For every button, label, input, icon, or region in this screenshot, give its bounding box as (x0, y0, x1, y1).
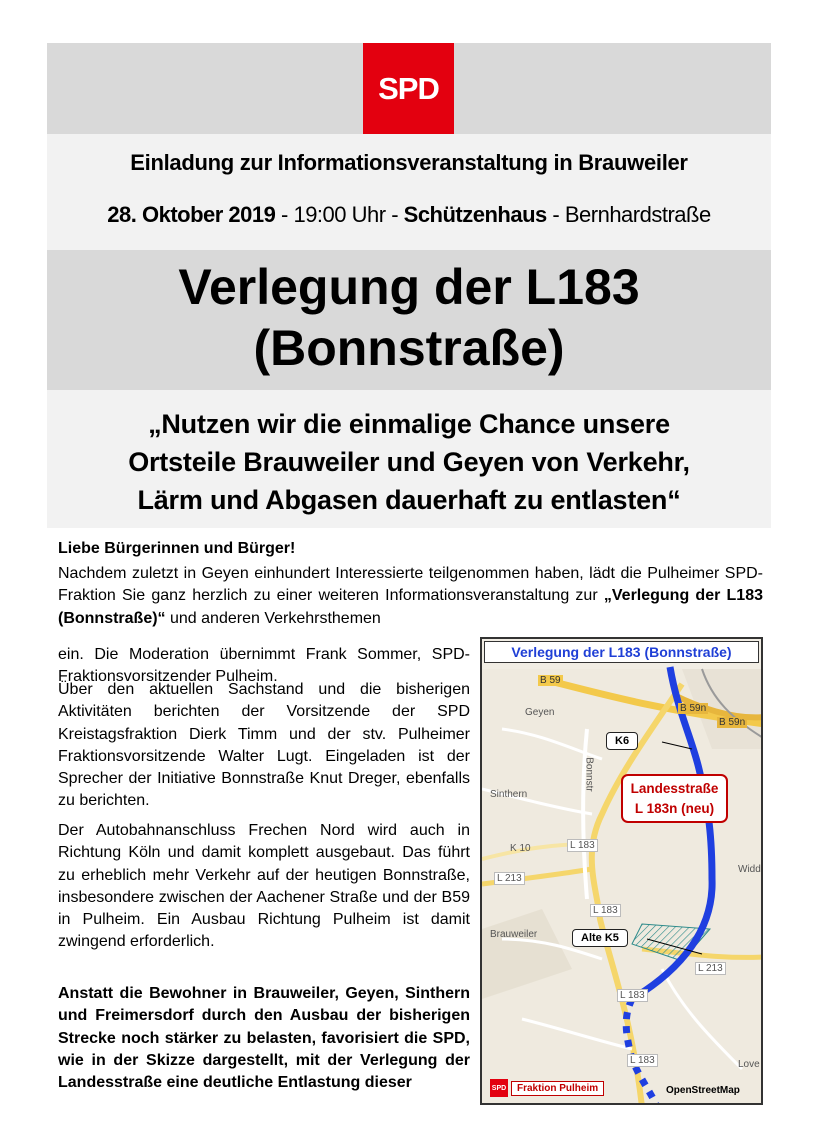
spd-logo: SPD (363, 43, 454, 134)
fraktion-label: Fraktion Pulheim (511, 1081, 604, 1096)
page-title-line-2: (Bonnstraße) (253, 320, 565, 376)
invitation-heading: Einladung zur Informationsveranstaltung in Brauweiler (130, 150, 688, 175)
callout-k6: K6 (606, 732, 638, 750)
paragraph-intro (58, 563, 763, 630)
road-label-l183: L 183 (617, 989, 648, 1002)
road-label-k10: K 10 (510, 843, 531, 854)
paragraph-proposal: Anstatt die Bewohner in Brauweiler, Geyen, Sinthern und Freimersdorf durch den Ausbau der bisherigen Strecke noch stärker zu belasten, favorisiert die SPD, wie in der Skizze dargestellt, mit der Verlegung der Landesstraße eine deutliche Entlastung dieser (58, 985, 470, 1092)
greeting: Liebe Bürgerinnen und Bürger! (58, 540, 296, 557)
place-sinthern: Sinthern (490, 789, 528, 800)
fraktion-badge (490, 1079, 604, 1097)
separator: - (385, 202, 404, 227)
separator: - (275, 202, 294, 227)
map-credit: OpenStreetMap (666, 1085, 740, 1096)
separator: - (546, 202, 565, 227)
place-widdersdorf: Widd (738, 864, 761, 875)
road-label-bonnstr: Bonnstr (583, 757, 595, 792)
quote-band (47, 390, 771, 528)
spd-mini-logo: SPD (490, 1079, 508, 1097)
road-label-b59n: B 59n (680, 703, 707, 714)
callout-landesstrasse-line-1: Landesstraße (630, 781, 719, 796)
road-label-l183: L 183 (627, 1054, 658, 1067)
event-time: 19:00 Uhr (293, 202, 386, 227)
road-label-l183: L 183 (567, 839, 598, 852)
paragraph-intro-tail: und anderen Verkehrsthemen (165, 609, 381, 627)
paragraph-intro-bold: „Verlegung der L183 (Bonnstraße)“ (58, 587, 764, 627)
paragraph-speakers: Über den aktuellen Sachstand und die bisherigen Aktivitäten berichten der Vorsitzende der SPD Kreistagsfraktion Dierk Timm und der stv. Pulheimer Fraktionsvorsitzende Walter Lugt. Eingeladen ist der Sprecher der Initiative Bonnstraße Knut Dreger, ebenfalls zu berichten. (58, 681, 470, 810)
page-title-line-1: Verlegung der L183 (178, 259, 640, 315)
road-label-l213: L 213 (695, 962, 726, 975)
event-street: Bernhardstraße (564, 202, 711, 227)
place-geyen: Geyen (525, 707, 555, 718)
map-title: Verlegung der L183 (Bonnstraße) (484, 641, 759, 663)
event-venue: Schützenhaus (403, 202, 547, 227)
road-label-l183: L 183 (590, 904, 621, 917)
title-band (47, 250, 771, 390)
road-label-l213: L 213 (494, 872, 525, 885)
place-brauweiler: Brauweiler (490, 929, 538, 940)
route-map (480, 637, 763, 1105)
callout-landesstrasse-line-2: L 183n (neu) (634, 801, 715, 816)
road-label-b59: B 59 (540, 675, 561, 686)
place-lovenich: Love (738, 1059, 760, 1070)
callout-landesstrasse (621, 774, 728, 823)
event-date: 28. Oktober 2019 (107, 202, 276, 227)
callout-alte-k5: Alte K5 (572, 929, 628, 947)
event-details (39, 202, 779, 228)
quote-line-2: Ortsteile Brauweiler und Geyen von Verkehr, (128, 447, 690, 477)
road-label-b59n: B 59n (719, 717, 746, 728)
paragraph-intro-continued: ein. Die Moderation übernimmt Frank Sommer, SPD-Fraktionsvorsitzender Pulheim. (58, 646, 470, 686)
paragraph-intro-text: Nachdem zuletzt in Geyen einhundert Interessierte teilgenommen haben, lädt die Pulheimer SPD-Fraktion Sie ganz herzlich zu einer weiteren Informationsveranstaltung zur (58, 565, 763, 605)
logo-band (47, 43, 771, 134)
invitation-band (47, 134, 771, 250)
quote-line-1: „Nutzen wir die einmalige Chance unsere (148, 409, 670, 439)
quote-line-3: Lärm und Abgasen dauerhaft zu entlasten“ (137, 485, 681, 515)
paragraph-autobahn: Der Autobahnanschluss Frechen Nord wird auch in Richtung Köln und damit komplett ausgebaut. Das führt zu erheblich mehr Verkehr auf der heutigen Bonnstraße, insbesondere zwischen der Aachener Straße und der B59 in Pulheim. Ein Ausbau Richtung Pulheim ist damit zwingend erforderlich. (58, 822, 470, 951)
